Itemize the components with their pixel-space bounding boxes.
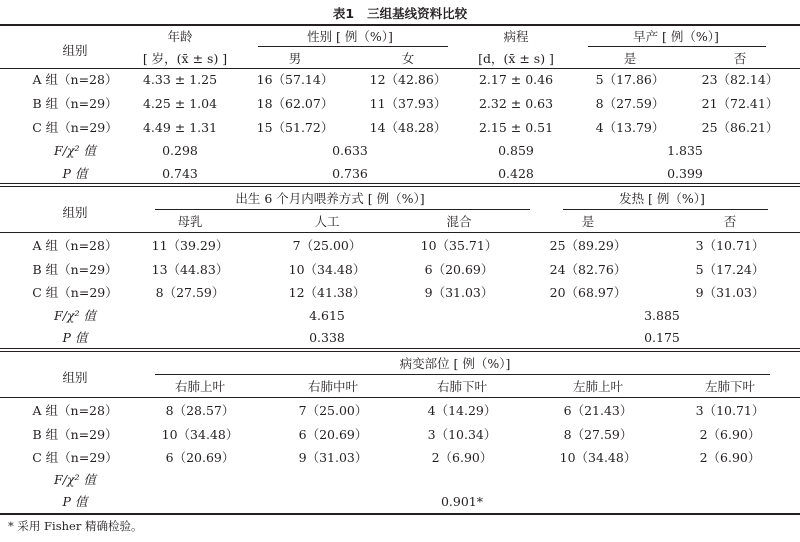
table-cell: 18（62.07） bbox=[256, 96, 334, 111]
table-cell: 3（10.71） bbox=[695, 238, 765, 253]
table-cell: 8（28.57） bbox=[165, 403, 235, 418]
stat-value: 0.859 bbox=[498, 143, 534, 158]
table-cell: 11（37.93） bbox=[369, 96, 447, 111]
table-cell: 6（20.69） bbox=[298, 427, 368, 442]
p-label: P 值 bbox=[62, 494, 88, 509]
artificial-header: 人工 bbox=[314, 214, 340, 229]
caption-label: 表1 bbox=[332, 6, 355, 21]
table-cell: 13（44.83） bbox=[151, 262, 229, 277]
age-header: 年龄 bbox=[167, 29, 193, 44]
group-header-3: 组别 bbox=[62, 370, 88, 385]
table-cell: 7（25.00） bbox=[298, 403, 368, 418]
table-cell: 12（42.86） bbox=[369, 72, 447, 87]
stat-value: 4.615 bbox=[309, 308, 345, 323]
fever-header: 发热 [ 例（%）] bbox=[619, 191, 705, 206]
group-label: A 组（n=28） bbox=[32, 238, 118, 253]
stat-value: 3.885 bbox=[644, 308, 680, 323]
mixed-header: 混合 bbox=[446, 214, 472, 229]
table-cell: 10（34.48） bbox=[288, 262, 366, 277]
rll-header: 右肺下叶 bbox=[436, 379, 488, 394]
table-cell: 2（6.90） bbox=[699, 427, 761, 442]
section1-header-rule bbox=[0, 68, 800, 69]
table-cell: 5（17.86） bbox=[595, 72, 665, 87]
table-cell: 20（68.97） bbox=[549, 285, 627, 300]
p-label: P 值 bbox=[62, 330, 88, 345]
section1-bottom-rule-2 bbox=[0, 186, 800, 187]
table-cell: 25（86.21） bbox=[701, 120, 779, 135]
table-cell: 21（72.41） bbox=[701, 96, 779, 111]
lesion-site-header: 病变部位 [ 例（%）] bbox=[399, 356, 511, 371]
table-cell: 4.33 ± 1.25 bbox=[142, 72, 218, 87]
stat-value: 0.298 bbox=[162, 143, 198, 158]
table-cell: 7（25.00） bbox=[292, 238, 362, 253]
section2-bottom-rule-2 bbox=[0, 351, 800, 352]
premature-no-header: 否 bbox=[733, 51, 747, 66]
section2-bottom-rule bbox=[0, 348, 800, 349]
sex-underline bbox=[258, 46, 448, 47]
female-header: 女 bbox=[401, 51, 415, 66]
group-label: C 组（n=29） bbox=[32, 450, 118, 465]
course-unit-header: [d，(x̄ ± s) ] bbox=[478, 51, 554, 66]
table-cell: 4.49 ± 1.31 bbox=[142, 120, 218, 135]
fever-yes-header: 是 bbox=[581, 214, 595, 229]
table-cell: 12（41.38） bbox=[288, 285, 366, 300]
group-label: A 组（n=28） bbox=[32, 403, 118, 418]
fever-no-header: 否 bbox=[723, 214, 737, 229]
fever-underline bbox=[563, 209, 768, 210]
feeding-underline bbox=[155, 209, 530, 210]
table-cell: 10（35.71） bbox=[420, 238, 498, 253]
group-label: C 组（n=29） bbox=[32, 120, 118, 135]
table-cell: 8（27.59） bbox=[595, 96, 665, 111]
premature-underline bbox=[588, 46, 766, 47]
table-cell: 6（21.43） bbox=[563, 403, 633, 418]
male-header: 男 bbox=[288, 51, 302, 66]
table-cell: 2（6.90） bbox=[699, 450, 761, 465]
table-cell: 14（48.28） bbox=[369, 120, 447, 135]
section2-header-rule bbox=[0, 232, 800, 233]
table-cell: 3（10.34） bbox=[427, 427, 497, 442]
table-cell: 2（6.90） bbox=[431, 450, 493, 465]
table-cell: 4（13.79） bbox=[595, 120, 665, 135]
table-cell: 2.17 ± 0.46 bbox=[478, 72, 554, 87]
p-value: 0.175 bbox=[644, 330, 680, 345]
p-value: 0.338 bbox=[309, 330, 345, 345]
premature-yes-header: 是 bbox=[623, 51, 637, 66]
feeding-header: 出生 6 个月内喂养方式 [ 例（%）] bbox=[235, 191, 425, 206]
table-bottom-rule bbox=[0, 513, 800, 515]
table-caption bbox=[333, 8, 467, 21]
caption-text: 三组基线资料比较 bbox=[367, 6, 468, 21]
table-cell: 10（34.48） bbox=[161, 427, 239, 442]
p-value: 0.736 bbox=[332, 166, 368, 181]
group-header-2: 组别 bbox=[62, 205, 88, 220]
table-cell: 9（31.03） bbox=[424, 285, 494, 300]
table-cell: 15（51.72） bbox=[256, 120, 334, 135]
group-label: B 组（n=29） bbox=[32, 96, 118, 111]
premature-header: 早产 [ 例（%）] bbox=[633, 29, 719, 44]
section3-header-rule bbox=[0, 397, 800, 398]
table-cell: 4（14.29） bbox=[427, 403, 497, 418]
table-cell: 6（20.69） bbox=[165, 450, 235, 465]
group-label: C 组（n=29） bbox=[32, 285, 118, 300]
stat-value: 1.835 bbox=[667, 143, 703, 158]
table-footnote: * 采用 Fisher 精确检验。 bbox=[8, 519, 143, 533]
rml-header: 右肺中叶 bbox=[307, 379, 359, 394]
age-unit-header: [ 岁，(x̄ ± s) ] bbox=[142, 51, 228, 66]
group-header-1: 组别 bbox=[62, 43, 88, 58]
group-label: B 组（n=29） bbox=[32, 262, 118, 277]
breast-header: 母乳 bbox=[177, 214, 203, 229]
section1-bottom-rule bbox=[0, 183, 800, 184]
course-header: 病程 bbox=[503, 29, 529, 44]
table-cell: 16（57.14） bbox=[256, 72, 334, 87]
table-cell: 23（82.14） bbox=[701, 72, 779, 87]
p-value: 0.399 bbox=[667, 166, 703, 181]
table-cell: 8（27.59） bbox=[563, 427, 633, 442]
lul-header: 左肺上叶 bbox=[572, 379, 624, 394]
f-chi2-label: F/χ² 值 bbox=[54, 308, 96, 323]
table-cell: 11（39.29） bbox=[151, 238, 229, 253]
group-label: B 组（n=29） bbox=[32, 427, 118, 442]
p-value: 0.428 bbox=[498, 166, 534, 181]
f-chi2-label: F/χ² 值 bbox=[54, 143, 96, 158]
table-cell: 4.25 ± 1.04 bbox=[142, 96, 218, 111]
p-value-fisher: 0.901* bbox=[440, 494, 484, 509]
table-cell: 9（31.03） bbox=[695, 285, 765, 300]
table-cell: 2.15 ± 0.51 bbox=[478, 120, 554, 135]
table-cell: 6（20.69） bbox=[424, 262, 494, 277]
p-value: 0.743 bbox=[162, 166, 198, 181]
lesion-site-underline bbox=[155, 374, 770, 375]
table-cell: 3（10.71） bbox=[695, 403, 765, 418]
table-cell: 25（89.29） bbox=[549, 238, 627, 253]
p-label: P 值 bbox=[62, 166, 88, 181]
sex-header: 性别 [ 例（%）] bbox=[307, 29, 393, 44]
table-cell: 24（82.76） bbox=[549, 262, 627, 277]
table-cell: 10（34.48） bbox=[559, 450, 637, 465]
table-cell: 8（27.59） bbox=[155, 285, 225, 300]
section1-top-rule bbox=[0, 24, 800, 26]
table-cell: 9（31.03） bbox=[298, 450, 368, 465]
rul-header: 右肺上叶 bbox=[174, 379, 226, 394]
lll-header: 左肺下叶 bbox=[704, 379, 756, 394]
table-cell: 2.32 ± 0.63 bbox=[478, 96, 554, 111]
table-cell: 5（17.24） bbox=[695, 262, 765, 277]
stat-value: 0.633 bbox=[332, 143, 368, 158]
group-label: A 组（n=28） bbox=[32, 72, 118, 87]
f-chi2-label: F/χ² 值 bbox=[54, 472, 96, 487]
